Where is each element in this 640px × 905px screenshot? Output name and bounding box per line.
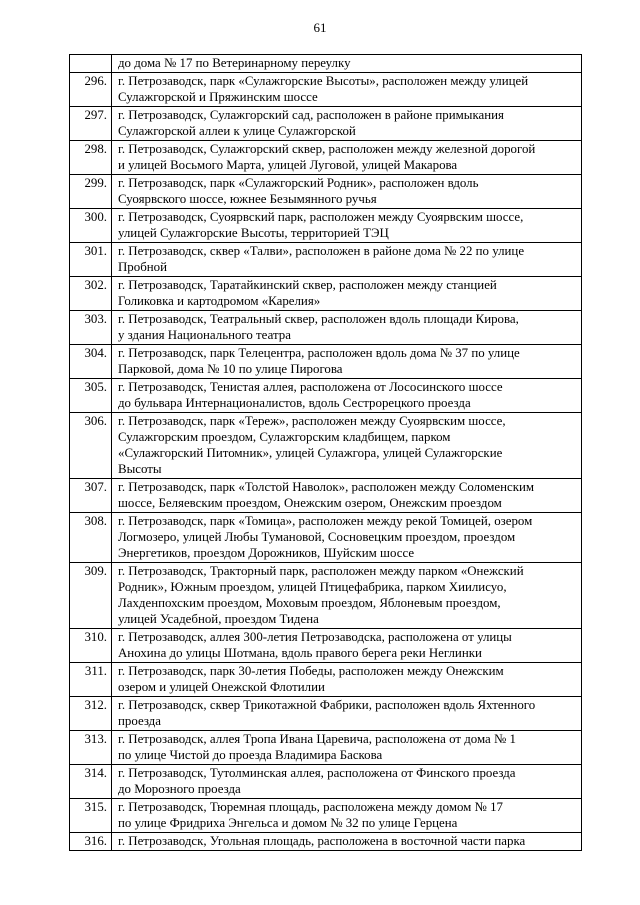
table-row	[70, 833, 582, 851]
row-number: 306.	[70, 413, 112, 479]
table-row	[70, 345, 582, 379]
row-number: 303.	[70, 311, 112, 345]
row-description: г. Петрозаводск, Угольная площадь, расположена в восточной части парка	[112, 833, 582, 851]
row-description: г. Петрозаводск, Театральный сквер, расположен вдоль площади Кирова, у здания Национального театра	[112, 311, 582, 345]
table-row	[70, 765, 582, 799]
row-number: 308.	[70, 513, 112, 563]
row-number: 297.	[70, 107, 112, 141]
table-row	[70, 629, 582, 663]
table-row	[70, 731, 582, 765]
row-description: г. Петрозаводск, Суоярвский парк, расположен между Суоярвским шоссе, улицей Сулажгорские Высоты, территорией ТЭЦ	[112, 209, 582, 243]
row-description: г. Петрозаводск, парк 30-летия Победы, расположен между Онежским озером и улицей Онежской Флотилии	[112, 663, 582, 697]
row-description: г. Петрозаводск, Сулажгорский сквер, расположен между железной дорогой и улицей Восьмого Марта, улицей Луговой, улицей Макарова	[112, 141, 582, 175]
table-row	[70, 141, 582, 175]
table-row	[70, 663, 582, 697]
row-number: 310.	[70, 629, 112, 663]
row-number: 307.	[70, 479, 112, 513]
row-number: 313.	[70, 731, 112, 765]
table-row	[70, 479, 582, 513]
table-row	[70, 311, 582, 345]
table-row	[70, 175, 582, 209]
row-number: 298.	[70, 141, 112, 175]
registry-table-body	[70, 55, 582, 851]
row-description: г. Петрозаводск, аллея Тропа Ивана Царевича, расположена от дома № 1 по улице Чистой до проезда Владимира Баскова	[112, 731, 582, 765]
page-number: 61	[313, 20, 327, 35]
row-description: г. Петрозаводск, Тракторный парк, расположен между парком «Онежский Родник», Южным проездом, улицей Птицефабрика, парком Хиилисуо, Лахденпохским проездом, Моховым проездом, Яблоневым проездом, улицей Усадебной, проездом Тидена	[112, 563, 582, 629]
row-description: г. Петрозаводск, парк «Тереж», расположен между Суоярвским шоссе, Сулажгорским проездом, Сулажгорским кладбищем, парком «Сулажгорский Питомник», улицей Сулажгора, улицей Сулажгорские Высоты	[112, 413, 582, 479]
row-number	[70, 55, 112, 73]
row-number: 300.	[70, 209, 112, 243]
row-description: до дома № 17 по Ветеринарному переулку	[112, 55, 582, 73]
row-description: г. Петрозаводск, парк «Томица», расположен между рекой Томицей, озером Логмозеро, улицей Любы Тумановой, Сосновецким проездом, проездом Энергетиков, проездом Дорожников, Шуйским шоссе	[112, 513, 582, 563]
row-description: г. Петрозаводск, парк «Сулажгорский Родник», расположен вдоль Суоярвского шоссе, южнее Безымянного ручья	[112, 175, 582, 209]
table-row	[70, 413, 582, 479]
row-description: г. Петрозаводск, Сулажгорский сад, расположен в районе примыкания Сулажгорской аллеи к улице Сулажгорской	[112, 107, 582, 141]
row-number: 309.	[70, 563, 112, 629]
row-description: г. Петрозаводск, Таратайкинский сквер, расположен между станцией Голиковка и картодромом «Карелия»	[112, 277, 582, 311]
table-row	[70, 55, 582, 73]
row-description: г. Петрозаводск, парк «Сулажгорские Высоты», расположен между улицей Сулажгорской и Пряжинским шоссе	[112, 73, 582, 107]
table-row	[70, 697, 582, 731]
row-description: г. Петрозаводск, сквер Трикотажной Фабрики, расположен вдоль Яхтенного проезда	[112, 697, 582, 731]
row-description: г. Петрозаводск, Тутолминская аллея, расположена от Финского проезда до Морозного проезда	[112, 765, 582, 799]
row-number: 302.	[70, 277, 112, 311]
row-number: 315.	[70, 799, 112, 833]
table-row	[70, 107, 582, 141]
table-row	[70, 563, 582, 629]
row-number: 301.	[70, 243, 112, 277]
row-number: 304.	[70, 345, 112, 379]
row-number: 305.	[70, 379, 112, 413]
row-description: г. Петрозаводск, Тюремная площадь, расположена между домом № 17 по улице Фридриха Энгельса и домом № 32 по улице Герцена	[112, 799, 582, 833]
row-description: г. Петрозаводск, парк Телецентра, расположен вдоль дома № 37 по улице Парковой, дома № 10 по улице Пирогова	[112, 345, 582, 379]
table-row	[70, 513, 582, 563]
row-number: 316.	[70, 833, 112, 851]
row-description: г. Петрозаводск, парк «Толстой Наволок», расположен между Соломенским шоссе, Беляевским проездом, Онежским озером, Онежским проездом	[112, 479, 582, 513]
table-row	[70, 209, 582, 243]
table-row	[70, 243, 582, 277]
table-row	[70, 379, 582, 413]
registry-table	[69, 54, 582, 851]
table-row	[70, 73, 582, 107]
row-description: г. Петрозаводск, сквер «Талви», расположен в районе дома № 22 по улице Пробной	[112, 243, 582, 277]
row-number: 312.	[70, 697, 112, 731]
row-number: 299.	[70, 175, 112, 209]
table-row	[70, 799, 582, 833]
row-description: г. Петрозаводск, Тенистая аллея, расположена от Лососинского шоссе до бульвара Интернационалистов, вдоль Сестрорецкого проезда	[112, 379, 582, 413]
table-row	[70, 277, 582, 311]
row-number: 296.	[70, 73, 112, 107]
row-number: 311.	[70, 663, 112, 697]
row-number: 314.	[70, 765, 112, 799]
row-description: г. Петрозаводск, аллея 300-летия Петрозаводска, расположена от улицы Анохина до улицы Шотмана, вдоль правого берега реки Неглинки	[112, 629, 582, 663]
